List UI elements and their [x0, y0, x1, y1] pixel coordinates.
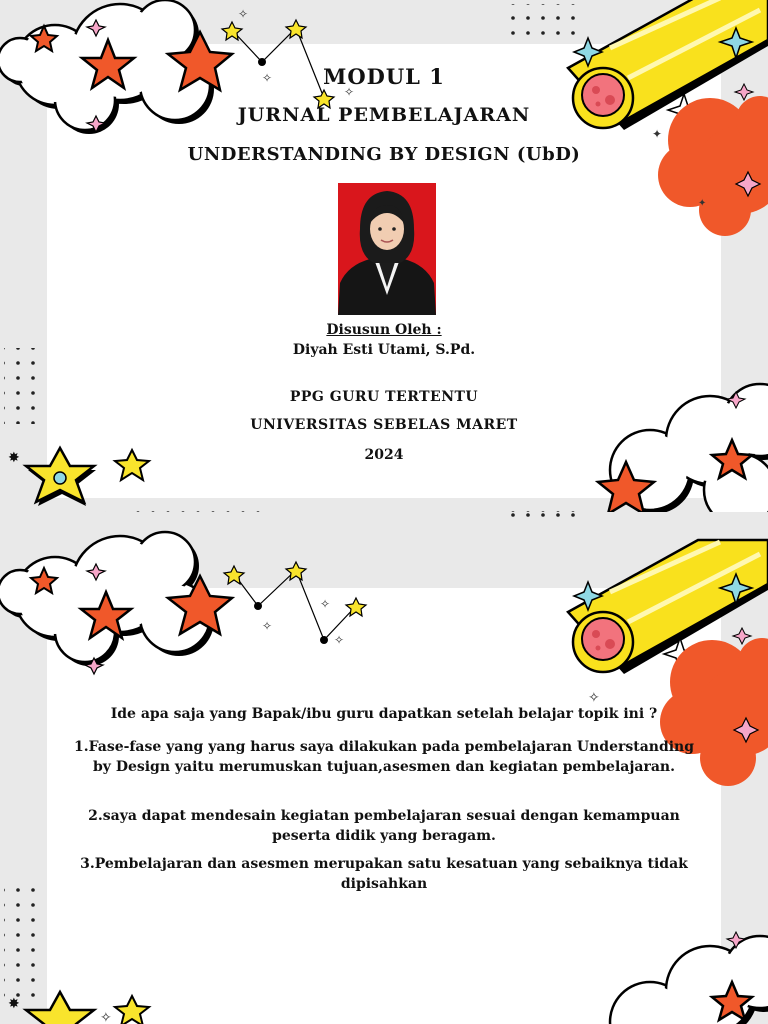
journal-title: JURNAL PEMBELAJARAN	[237, 104, 531, 126]
sparkle-icon	[54, 472, 66, 484]
yellow-star-icon	[115, 996, 149, 1024]
sparkle-icon	[733, 628, 751, 644]
sparkle-icon: ✧	[344, 85, 355, 99]
author-label: Disusun Oleh :	[326, 322, 442, 338]
dot-grid-icon	[4, 888, 46, 1000]
reflection-answer-2: 2.saya dapat mendesain kegiatan pembelajaran sesuai dengan kemampuan peserta didik yang beragam.	[88, 808, 680, 844]
yellow-star-icon	[224, 566, 244, 584]
sparkle-icon: ✸	[8, 996, 20, 1012]
constellation-line	[234, 570, 356, 640]
dot-grid-icon	[510, 512, 585, 526]
university-name: UNIVERSITAS SEBELAS MARET	[250, 417, 518, 433]
dot-grid-icon	[510, 505, 585, 512]
author-name: Diyah Esti Utami, S.Pd.	[292, 342, 476, 358]
dot-grid-icon	[130, 505, 260, 512]
sparkle-icon: ✧	[588, 690, 600, 706]
module-title: MODUL 1	[323, 64, 445, 89]
sparkle-icon	[254, 602, 262, 610]
cloud-icon	[610, 936, 768, 1024]
author-photo	[338, 183, 436, 315]
sparkle-icon: ✧	[262, 619, 273, 633]
sparkle-icon: ✧	[262, 71, 273, 85]
meteor-icon	[573, 612, 633, 672]
sparkle-icon	[320, 636, 328, 644]
sparkle-icon: ✧	[334, 633, 345, 647]
sparkle-icon: ✧	[320, 597, 331, 611]
sparkle-icon: ✦	[698, 198, 707, 209]
reflection-question: Ide apa saja yang Bapak/ibu guru dapatkan setelah belajar topik ini ?	[110, 706, 658, 722]
sparkle-icon: ✸	[8, 450, 20, 466]
sparkle-icon: ✧	[238, 7, 249, 21]
reflection-answer-3: 3.Pembelajaran dan asesmen merupakan satu kesatuan yang sebaiknya tidak dipisahkan	[80, 856, 688, 892]
reflection-page	[0, 512, 768, 1024]
sparkle-icon: ✧	[100, 1010, 112, 1024]
year: 2024	[364, 447, 404, 463]
reflection-answer-1: 1.Fase-fase yang yang harus saya dilakukan pada pembelajaran Understanding by Design yaitu merumuskan tujuan,asesmen dan kegiatan pembelajaran.	[73, 739, 695, 775]
topic-title: UNDERSTANDING BY DESIGN (UbD)	[187, 144, 581, 165]
program-name: PPG GURU TERTENTU	[289, 389, 479, 405]
dot-grid-icon	[510, 4, 585, 36]
sparkle-icon: ✦	[652, 127, 663, 141]
dot-grid-icon	[4, 348, 46, 424]
